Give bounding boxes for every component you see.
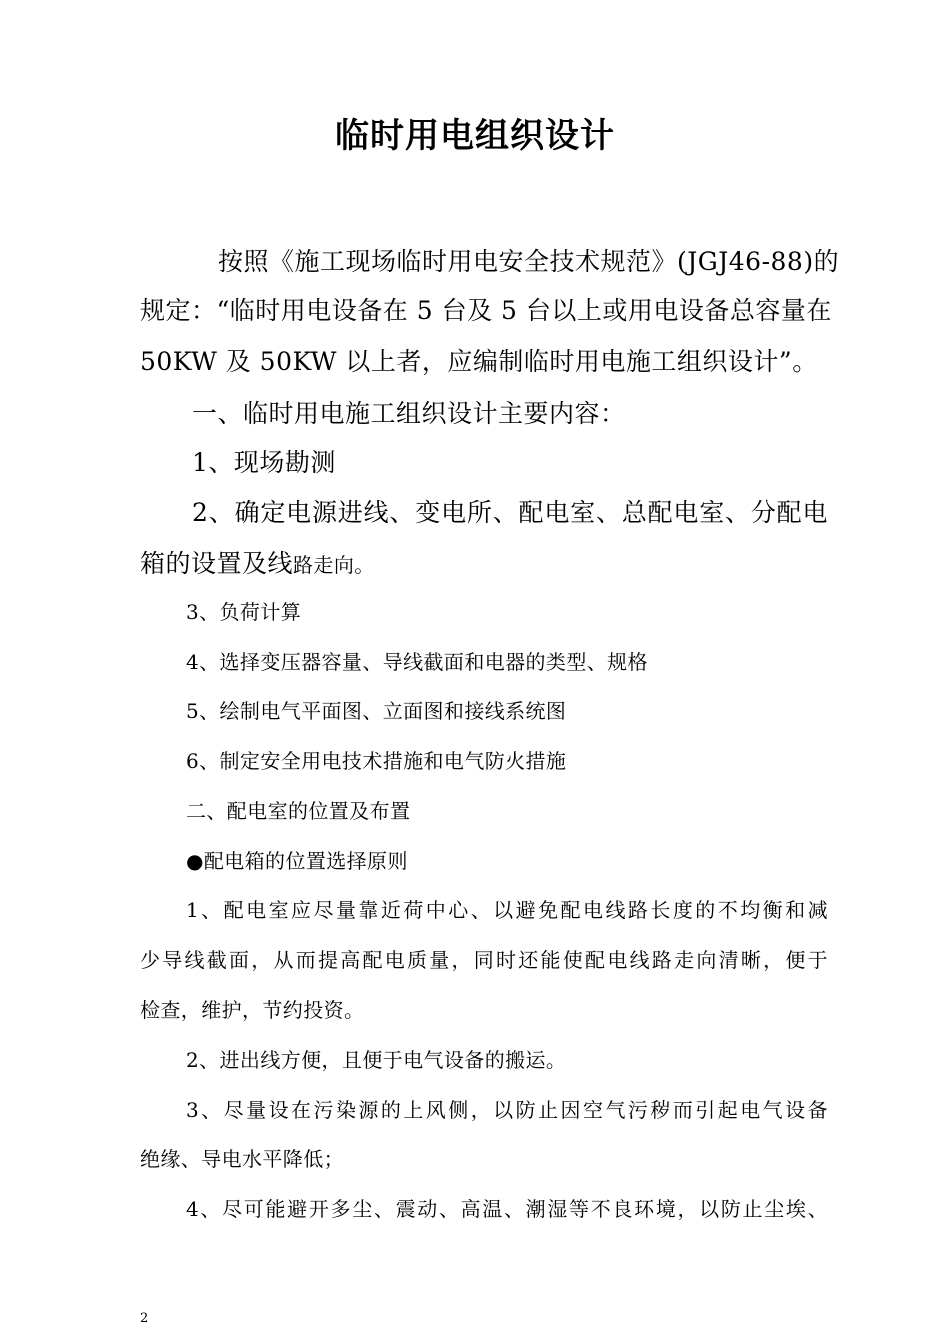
list-item-continuation (140, 544, 375, 580)
paragraph-line: 2、进出线方便，且便于电气设备的搬运。 (186, 1048, 567, 1072)
list-item: 5、绘制电气平面图、立面图和接线系统图 (186, 699, 567, 723)
list-item: 1、现场勘测 (192, 448, 336, 477)
paragraph-line: 4、尽可能避开多尘、震动、高温、潮湿等不良环境，以防止尘埃、 (186, 1197, 828, 1221)
list-item: 6、制定安全用电技术措施和电气防火措施 (186, 749, 567, 773)
list-item: 2、确定电源进线、变电所、配电室、总配电室、分配电 (192, 498, 828, 527)
page-number: 2 (140, 1311, 149, 1326)
paragraph-line: 绝缘、导电水平降低； (140, 1147, 344, 1171)
paragraph-line: 1、配电室应尽量靠近荷中心、以避免配电线路长度的不均衡和减 (186, 898, 828, 922)
document-title: 临时用电组织设计 (335, 116, 615, 156)
paragraph-line: 规定：“临时用电设备在 5 台及 5 台以上或用电设备总容量在 (140, 296, 832, 325)
list-item-text: 箱的设置及线 (140, 549, 294, 578)
section-heading: 一、临时用电施工组织设计主要内容： (192, 399, 626, 428)
paragraph-line: 50KW 及 50KW 以上者，应编制临时用电施工组织设计”。 (140, 347, 818, 376)
list-item: 4、选择变压器容量、导线截面和电器的类型、规格 (186, 650, 648, 674)
paragraph-line: 3、尽量设在污染源的上风侧，以防止因空气污秽而引起电气设备 (186, 1098, 828, 1122)
paragraph-line: 检查，维护，节约投资。 (140, 998, 365, 1022)
paragraph-line: 按照《施工现场临时用电安全技术规范》(JGJ46-88)的 (218, 247, 840, 276)
list-item: 3、负荷计算 (186, 600, 302, 624)
section-heading: 二、配电室的位置及布置 (186, 799, 411, 823)
list-item-text-small: 路走向。 (293, 553, 375, 577)
bullet-heading: ●配电箱的位置选择原则 (186, 849, 408, 873)
paragraph-line: 少导线截面，从而提高配电质量，同时还能使配电线路走向清晰，便于 (140, 948, 828, 972)
